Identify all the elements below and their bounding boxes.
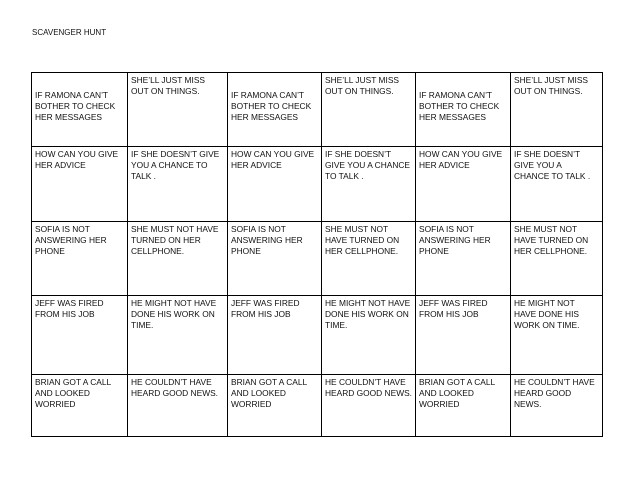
situation-cell: HOW CAN YOU GIVE HER ADVICE (228, 147, 322, 222)
situation-cell: IF RAMONA CAN’T BOTHER TO CHECK HER MESSAGES (32, 73, 128, 147)
situation-cell: BRIAN GOT A CALL AND LOOKED WORRIED (228, 375, 322, 437)
table-row (32, 147, 603, 222)
conclusion-cell: SHE MUST NOT HAVE TURNED ON HER CELLPHONE. (511, 222, 603, 296)
situation-cell: IF RAMONA CAN’T BOTHER TO CHECK HER MESSAGES (228, 73, 322, 147)
situation-cell: JEFF WAS FIRED FROM HIS JOB (228, 296, 322, 375)
table-row (32, 73, 603, 147)
conclusion-cell: SHE’LL JUST MISS OUT ON THINGS. (322, 73, 416, 147)
conclusion-cell: SHE MUST NOT HAVE TURNED ON HER CELLPHONE. (322, 222, 416, 296)
conclusion-cell: SHE’LL JUST MISS OUT ON THINGS. (128, 73, 228, 147)
situation-cell: SOFIA IS NOT ANSWERING HER PHONE (416, 222, 511, 296)
situation-cell: JEFF WAS FIRED FROM HIS JOB (32, 296, 128, 375)
situation-cell: BRIAN GOT A CALL AND LOOKED WORRIED (32, 375, 128, 437)
conclusion-cell: HE MIGHT NOT HAVE DONE HIS WORK ON TIME. (322, 296, 416, 375)
conclusion-cell: HE COULDN’T HAVE HEARD GOOD NEWS. (511, 375, 603, 437)
situation-cell: SOFIA IS NOT ANSWERING HER PHONE (32, 222, 128, 296)
situation-cell: IF RAMONA CAN’T BOTHER TO CHECK HER MESSAGES (416, 73, 511, 147)
table-row (32, 222, 603, 296)
situation-cell: SOFIA IS NOT ANSWERING HER PHONE (228, 222, 322, 296)
conclusion-cell: IF SHE DOESN’T GIVE YOU A CHANCE TO TALK . (511, 147, 603, 222)
table-row (32, 375, 603, 437)
conclusion-cell: HE MIGHT NOT HAVE DONE HIS WORK ON TIME. (511, 296, 603, 375)
conclusion-cell: HE COULDN’T HAVE HEARD GOOD NEWS. (322, 375, 416, 437)
situation-cell: BRIAN GOT A CALL AND LOOKED WORRIED (416, 375, 511, 437)
conclusion-cell: SHE’LL JUST MISS OUT ON THINGS. (511, 73, 603, 147)
document-title: SCAVENGER HUNT (32, 28, 107, 37)
conclusion-cell: IF SHE DOESN’T GIVE YOU A CHANCE TO TALK . (128, 147, 228, 222)
table-row (32, 296, 603, 375)
conclusion-cell: HE COULDN’T HAVE HEARD GOOD NEWS. (128, 375, 228, 437)
situation-cell: JEFF WAS FIRED FROM HIS JOB (416, 296, 511, 375)
situation-cell: HOW CAN YOU GIVE HER ADVICE (416, 147, 511, 222)
conclusion-cell: IF SHE DOESN’T GIVE YOU A CHANCE TO TALK . (322, 147, 416, 222)
scavenger-hunt-table (31, 72, 603, 437)
conclusion-cell: HE MIGHT NOT HAVE DONE HIS WORK ON TIME. (128, 296, 228, 375)
conclusion-cell: SHE MUST NOT HAVE TURNED ON HER CELLPHONE. (128, 222, 228, 296)
situation-cell: HOW CAN YOU GIVE HER ADVICE (32, 147, 128, 222)
